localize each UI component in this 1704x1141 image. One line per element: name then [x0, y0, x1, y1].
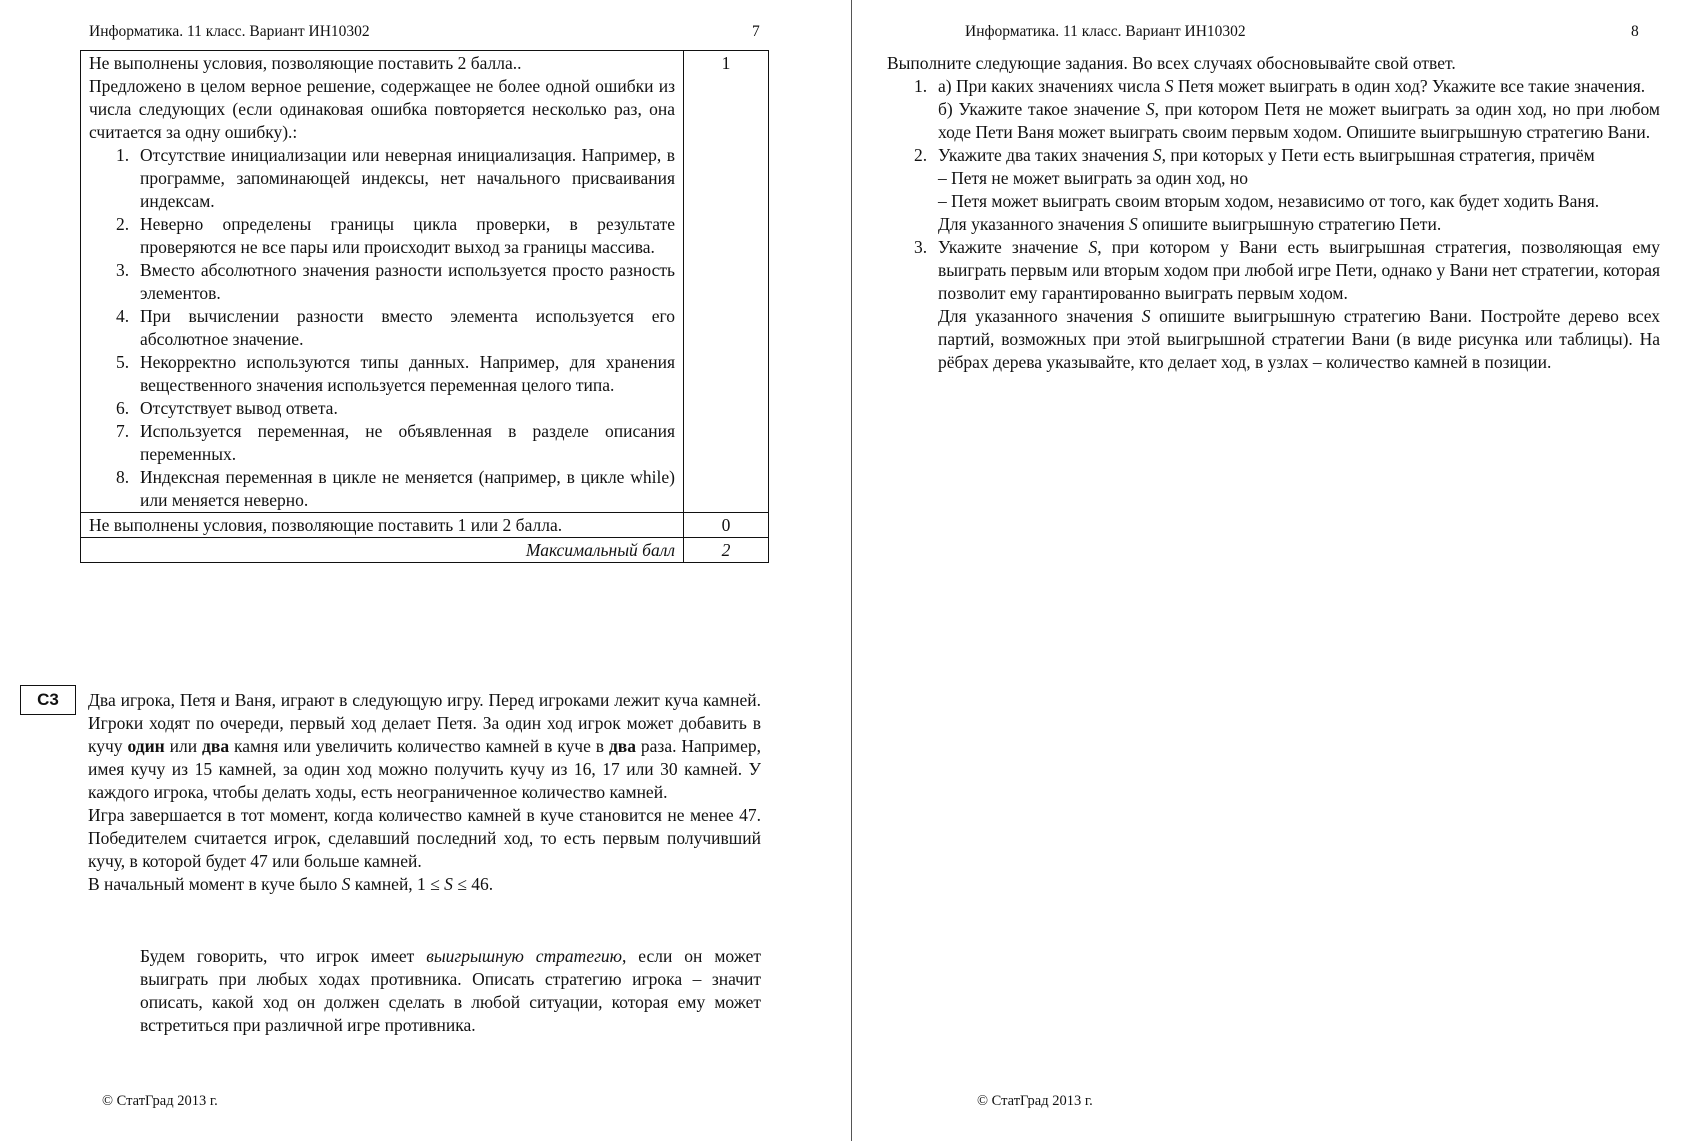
task-2: [887, 144, 1660, 236]
list-item: [116, 144, 675, 213]
max-score-label: Максимальный балл: [81, 538, 684, 563]
task-3-text: [938, 236, 1660, 305]
text-run: Укажите значение: [938, 237, 1089, 257]
page-number: 8: [1631, 23, 1639, 40]
error-list: [116, 144, 675, 512]
list-text: При вычислении разности вместо элемента используется его абсолютное значение.: [140, 306, 675, 349]
bold-text: два: [608, 736, 637, 756]
list-item: [116, 259, 675, 305]
list-number: 4.: [116, 306, 130, 326]
criteria-cell: Не выполнены условия, позволяющие поставить 1 или 2 балла.: [81, 513, 684, 538]
grading-table: [80, 50, 769, 563]
criteria-intro: Предложено в целом верное решение, содержащее не более одной ошибки из числа следующих (если одинаковая ошибка повторяется несколько раз, она считается за одну ошибку).:: [89, 76, 675, 142]
text-run: ≤ 46.: [452, 874, 494, 894]
text-run: или: [164, 736, 203, 756]
text-run: , при котором у Вани есть выигрышная стратегия, позволяющая ему выиграть первым или вторым ходом при любой игре Пети, однако у Вани нет стратегии, которая позволит ему гарантированно выиграть первым ходом.: [938, 237, 1661, 303]
text-run: б) Укажите такое значение: [938, 99, 1146, 119]
list-number: 1.: [116, 145, 130, 165]
task-2-request: [938, 213, 1660, 236]
page-number: 7: [752, 23, 760, 40]
variable-s: S: [341, 874, 351, 894]
criteria-line: Не выполнены условия, позволяющие поставить 2 балла..: [89, 53, 522, 73]
variable-s: S: [1088, 237, 1098, 257]
c3-paragraph: [88, 689, 761, 804]
task-list: [887, 52, 1660, 374]
page-footer: © СтатГрад 2013 г.: [977, 1093, 1093, 1109]
text-run: , если он может выиграть при любых ходах противника. Описать стратегию игрока – значит описать, какой ход он должен сделать в любой ситуации, которая ему может встретиться при различной игре противника.: [140, 946, 761, 1035]
list-text: Вместо абсолютного значения разности используется просто разность элементов.: [140, 260, 675, 303]
emphasis-text: выигрышную стратегию: [426, 946, 623, 966]
page-divider: [851, 0, 852, 1141]
text-run: , при котором Петя не может выиграть за один ход, но при любом ходе Пети Ваня может выиграть своим первым ходом. Опишите выигрышную стратегию Вани.: [938, 99, 1660, 142]
bold-text: один: [127, 736, 165, 756]
list-item: [116, 397, 675, 420]
list-number: 6.: [116, 398, 130, 418]
score-cell: 1: [684, 51, 769, 513]
text-run: а) При каких значениях числа: [938, 76, 1165, 96]
variable-s: S: [1141, 306, 1151, 326]
page-header: Информатика. 11 класс. Вариант ИН10302: [965, 23, 1246, 40]
text-run: Укажите два таких значения: [938, 145, 1153, 165]
c3-problem-text: [88, 689, 761, 896]
task-3-request: [938, 305, 1660, 374]
list-text: Отсутствие инициализации или неверная инициализация. Например, в программе, запоминающей индексы, нет начального присваивания индексам.: [140, 145, 675, 211]
list-item: [116, 305, 675, 351]
variable-s: S: [444, 874, 453, 894]
list-item: [116, 351, 675, 397]
list-number: 8.: [116, 467, 130, 487]
bold-text: два: [202, 736, 230, 756]
list-text: Отсутствует вывод ответа.: [140, 398, 338, 418]
text-run: камней, 1 ≤: [350, 874, 445, 894]
task-number: 3.: [914, 237, 928, 257]
text-run: В начальный момент в куче было: [88, 874, 342, 894]
list-number: 5.: [116, 352, 130, 372]
task-number: 1.: [914, 76, 928, 96]
variable-s: S: [1128, 214, 1138, 234]
c3-paragraph: [88, 873, 761, 896]
table-row: [81, 538, 769, 563]
text-run: Два игрока, Петя и Ваня, играют в следующую игру. Перед игроками лежит куча камней. Игроки ходят по очереди, первый ход делает Петя. За один ход игрок может добавить в кучу: [88, 690, 761, 756]
list-text: Неверно определены границы цикла проверки, в результате проверяются не все пары или происходит выход за границы массива.: [140, 214, 675, 257]
task-2-condition: – Петя не может выиграть за один ход, но: [938, 168, 1248, 188]
page-7: [0, 0, 850, 1141]
task-1a: [938, 75, 1660, 98]
text-run: , при которых у Пети есть выигрышная стратегия, причём: [1161, 145, 1595, 165]
task-1: [887, 75, 1660, 144]
text-run: Для указанного значения: [938, 306, 1142, 326]
table-row: [81, 513, 769, 538]
text-run: Петя может выиграть в один ход? Укажите все такие значения.: [1173, 76, 1646, 96]
max-score-value: 2: [684, 538, 769, 563]
task-1b: [938, 98, 1660, 144]
list-text: Используется переменная, не объявленная в разделе описания переменных.: [140, 421, 675, 464]
task-3: [887, 236, 1660, 374]
variable-s: S: [1145, 99, 1155, 119]
list-number: 3.: [116, 260, 130, 280]
list-item: [116, 213, 675, 259]
text-run: Для указанного значения: [938, 214, 1129, 234]
text-run: Будем говорить, что игрок имеет: [140, 946, 427, 966]
task-label-c3: C3: [20, 685, 76, 715]
text-run: камня или увеличить количество камней в куче в: [229, 736, 609, 756]
page-footer: © СтатГрад 2013 г.: [102, 1093, 218, 1109]
tasks-intro: Выполните следующие задания. Во всех случаях обосновывайте свой ответ.: [887, 53, 1456, 73]
text-run: раза. Например, имея кучу из 15 камней, за один ход можно получить кучу из 16, 17 или 30 камней. У каждого игрока, чтобы делать ходы, есть неограниченное количество камней.: [88, 736, 762, 802]
criteria-cell: [81, 51, 684, 513]
score-cell: 0: [684, 513, 769, 538]
list-item: [116, 466, 675, 512]
text-run: опишите выигрышную стратегию Вани. Постройте дерево всех партий, возможных при этой выигрышной стратегии Вани (в виде рисунка или таблицы). На рёбрах дерева указывайте, кто делает ход, в узлах – количество камней в позиции.: [938, 306, 1661, 372]
list-item: [116, 420, 675, 466]
list-number: 7.: [116, 421, 130, 441]
task-2-text: [938, 144, 1660, 167]
c3-paragraph: Игра завершается в тот момент, когда количество камней в куче становится не менее 47. Победителем считается игрок, сделавший последний ход, то есть первым получивший кучу, в которой будет 47 или больше камней.: [88, 805, 761, 871]
variable-s: S: [1152, 145, 1162, 165]
task-number: 2.: [914, 145, 928, 165]
variable-s: S: [1164, 76, 1174, 96]
list-text: Индексная переменная в цикле не меняется (например, в цикле while) или меняется неверно.: [140, 467, 675, 510]
text-run: опишите выигрышную стратегию Пети.: [1137, 214, 1442, 234]
task-2-condition: – Петя может выиграть своим вторым ходом, независимо от того, как будет ходить Ваня.: [938, 191, 1600, 211]
list-number: 2.: [116, 214, 130, 234]
list-text: Некорректно используются типы данных. Например, для хранения вещественного значения используется переменная целого типа.: [140, 352, 675, 395]
table-row: [81, 51, 769, 513]
strategy-definition: [140, 945, 761, 1037]
page-header: Информатика. 11 класс. Вариант ИН10302: [89, 23, 370, 40]
page-8: [853, 0, 1704, 1141]
